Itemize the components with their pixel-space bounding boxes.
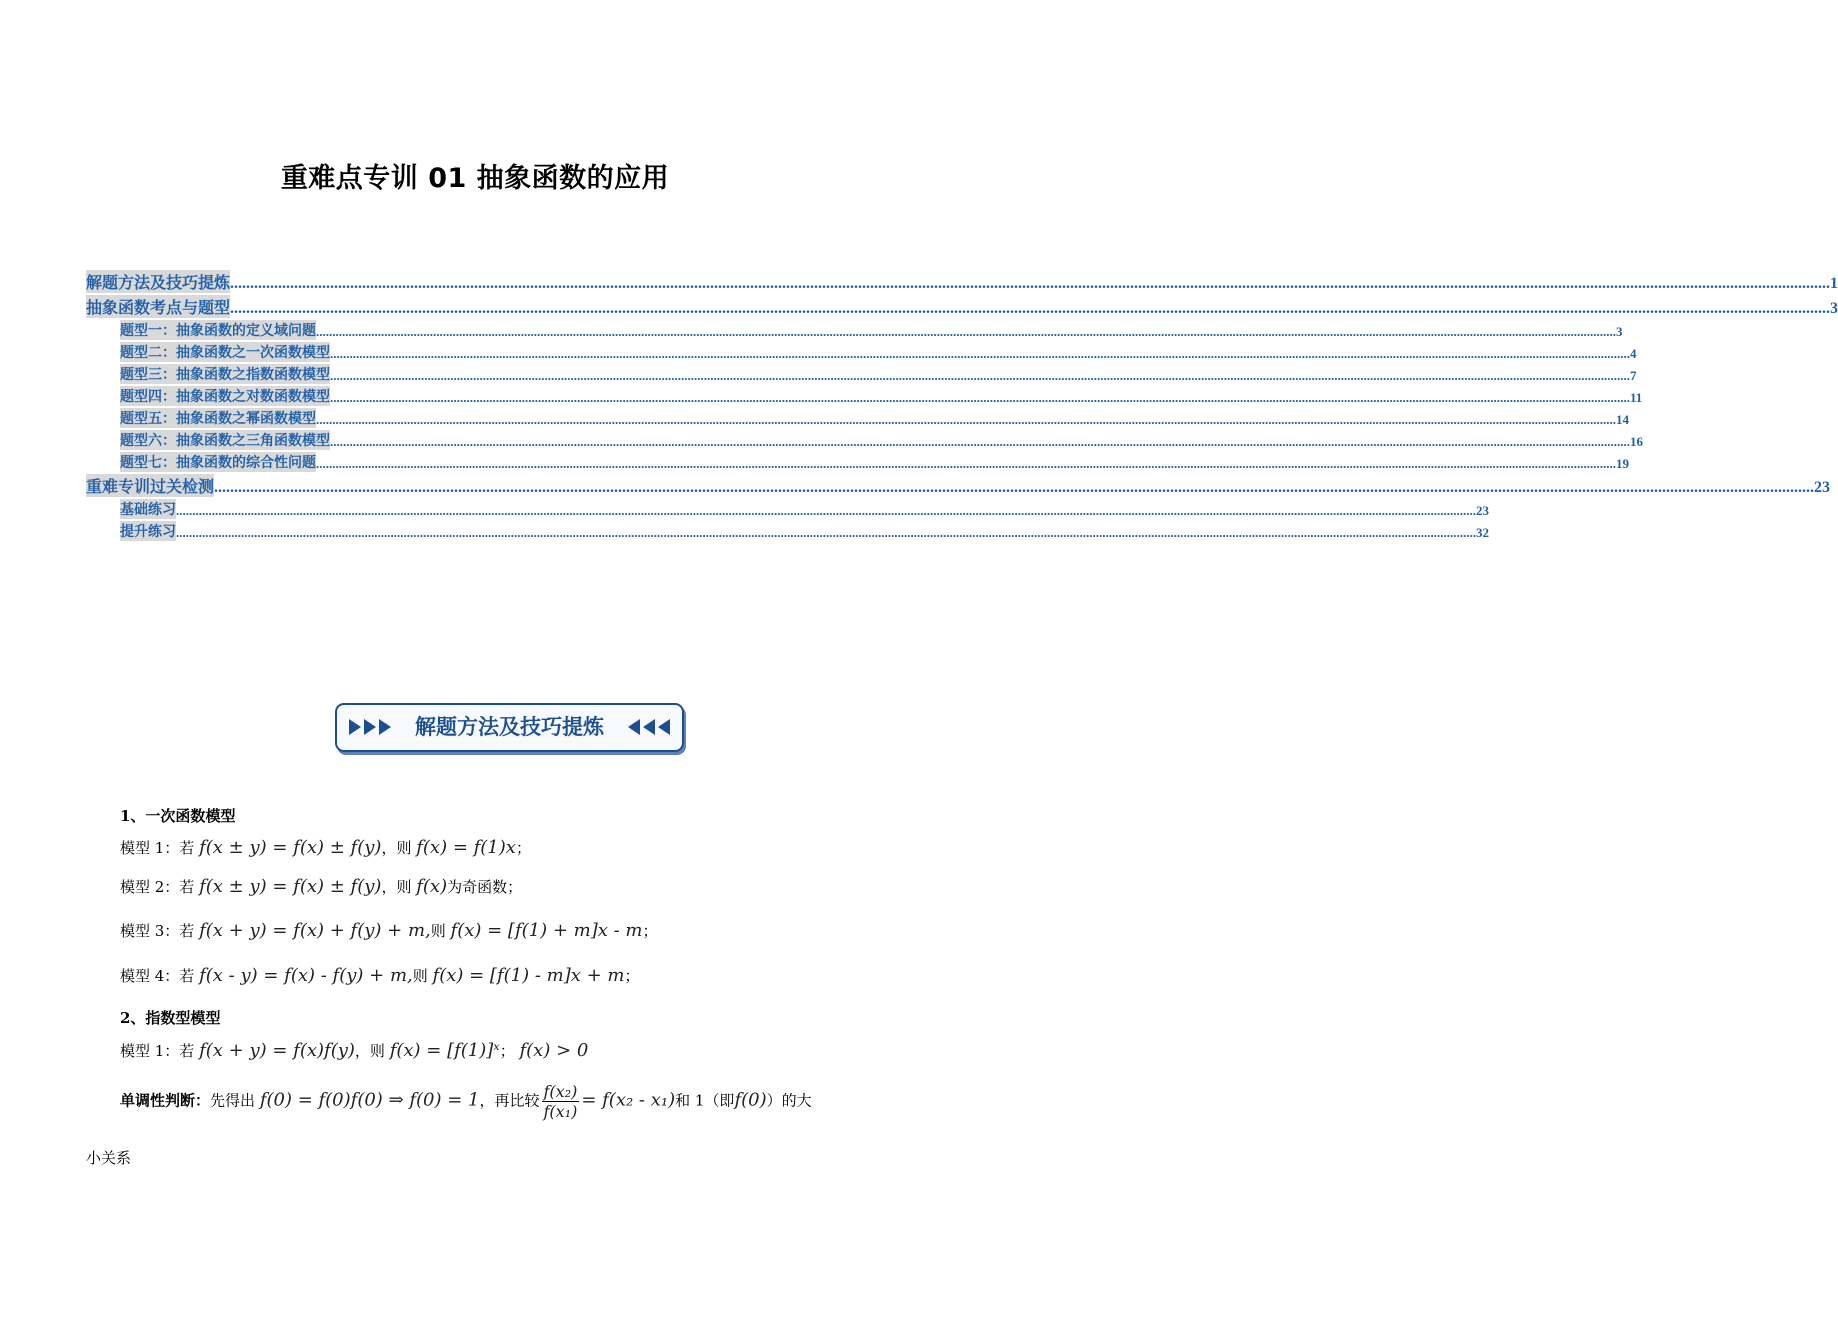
section2-heading: 2、指数型模型	[120, 1009, 221, 1027]
toc-leader-dots: ................................................................................................................................................................................................................................................................................................................................................................................................................	[176, 503, 1476, 518]
table-of-contents	[86, 268, 1838, 541]
triple-arrow-left-icon	[626, 718, 670, 736]
page-title: 重难点专训 01 抽象函数的应用	[280, 163, 670, 194]
line-end: ；	[624, 967, 640, 985]
monotonicity-line	[120, 1082, 812, 1121]
line-end: ；	[515, 839, 531, 857]
fraction-numerator: f(x₂)	[543, 1082, 578, 1101]
formula-result: f(x) = [f(1)]ˣ	[389, 1040, 500, 1061]
toc-leader-dots: ................................................................................................................................................................................................................................................................................................................................................................................................................	[214, 479, 1815, 496]
toc-entry-label[interactable]: 重难专训过关检测	[86, 474, 214, 497]
section-banner	[335, 703, 684, 752]
formula-ratio: = f(x₂ - x₁)	[581, 1089, 676, 1111]
toc-entry-label[interactable]: 题型二：抽象函数之一次函数模型	[120, 342, 330, 362]
mono-text: ，再比较	[479, 1091, 540, 1110]
toc-leader-dots: ................................................................................................................................................................................................................................................................................................................................................................................................................	[316, 324, 1616, 339]
toc-entry[interactable]	[86, 268, 1838, 293]
toc-entry[interactable]	[86, 406, 1629, 428]
formula-result: f(x)	[416, 876, 448, 897]
toc-page-number[interactable]: 3	[1616, 324, 1623, 339]
model-line-2	[120, 876, 522, 897]
toc-entry[interactable]	[86, 519, 1489, 541]
toc-entry[interactable]	[86, 497, 1489, 519]
toc-entry-label[interactable]: 基础练习	[120, 499, 176, 519]
toc-entry-label[interactable]: 题型六：抽象函数之三角函数模型	[120, 430, 330, 450]
banner-label: 解题方法及技巧提炼	[415, 715, 604, 739]
toc-entry[interactable]	[86, 428, 1643, 450]
toc-entry[interactable]	[86, 362, 1637, 384]
model-line-4	[120, 965, 640, 986]
formula-result: f(x) = [f(1) - m]x + m	[432, 965, 625, 986]
toc-page-number[interactable]: 19	[1616, 456, 1629, 471]
separator: ；	[499, 1042, 515, 1060]
toc-entry[interactable]	[86, 318, 1623, 340]
then-text: ，则	[381, 878, 412, 896]
model-line-1	[120, 837, 531, 858]
toc-entry-label[interactable]: 题型五：抽象函数之幂函数模型	[120, 408, 316, 428]
mono-text: ）的大	[766, 1091, 812, 1110]
model-label: 模型 1：若	[120, 1042, 195, 1060]
line-end: 为奇函数；	[447, 878, 523, 896]
section1-heading: 1、一次函数模型	[120, 807, 236, 825]
fraction	[542, 1082, 580, 1121]
toc-page-number[interactable]: 32	[1476, 525, 1489, 540]
model-label: 模型 4：若	[120, 967, 195, 985]
then-text: 则	[412, 967, 428, 985]
then-text: ，则	[354, 1042, 385, 1060]
toc-entry-label[interactable]: 题型四：抽象函数之对数函数模型	[120, 386, 330, 406]
toc-entry-label[interactable]: 提升练习	[120, 521, 176, 541]
formula-condition: f(x + y) = f(x) + f(y) + m,	[199, 920, 431, 941]
toc-entry[interactable]	[86, 472, 1831, 497]
toc-page-number[interactable]: 7	[1630, 368, 1637, 383]
model-label: 模型 2：若	[120, 878, 195, 896]
toc-leader-dots: ................................................................................................................................................................................................................................................................................................................................................................................................................	[330, 368, 1630, 383]
toc-leader-dots: ................................................................................................................................................................................................................................................................................................................................................................................................................	[230, 300, 1831, 317]
toc-leader-dots: ................................................................................................................................................................................................................................................................................................................................................................................................................	[330, 390, 1630, 405]
formula-f0-short: f(0)	[734, 1089, 767, 1111]
mono-label: 单调性判断：	[120, 1091, 211, 1110]
toc-page-number[interactable]: 23	[1814, 479, 1831, 496]
toc-page-number[interactable]: 1	[1830, 275, 1838, 292]
mono-text: 先得出	[210, 1091, 256, 1110]
mono-text: 和 1（即	[675, 1091, 735, 1110]
toc-leader-dots: ................................................................................................................................................................................................................................................................................................................................................................................................................	[330, 346, 1630, 361]
toc-page-number[interactable]: 3	[1830, 300, 1838, 317]
fraction-denominator: f(x₁)	[543, 1102, 578, 1121]
model-label: 模型 1：若	[120, 839, 195, 857]
formula-positive: f(x) > 0	[519, 1040, 589, 1061]
toc-entry-label[interactable]: 解题方法及技巧提炼	[86, 270, 230, 293]
model-label: 模型 3：若	[120, 922, 195, 940]
then-text: ，则	[381, 839, 412, 857]
formula-f0: f(0) = f(0)f(0) ⇒ f(0) = 1	[259, 1089, 480, 1111]
exp-model-line	[120, 1040, 588, 1061]
toc-leader-dots: ................................................................................................................................................................................................................................................................................................................................................................................................................	[316, 456, 1616, 471]
toc-entry-label[interactable]: 题型七：抽象函数的综合性问题	[120, 452, 316, 472]
toc-page-number[interactable]: 16	[1630, 434, 1643, 449]
toc-leader-dots: ................................................................................................................................................................................................................................................................................................................................................................................................................	[316, 412, 1616, 427]
formula-condition: f(x - y) = f(x) - f(y) + m,	[199, 965, 413, 986]
toc-page-number[interactable]: 14	[1616, 412, 1629, 427]
line-end: ；	[642, 922, 658, 940]
toc-leader-dots: ................................................................................................................................................................................................................................................................................................................................................................................................................	[230, 275, 1831, 292]
toc-page-number[interactable]: 11	[1630, 390, 1643, 405]
formula-condition: f(x ± y) = f(x) ± f(y)	[199, 837, 382, 858]
toc-leader-dots: ................................................................................................................................................................................................................................................................................................................................................................................................................	[330, 434, 1630, 449]
toc-page-number[interactable]: 4	[1630, 346, 1637, 361]
toc-entry[interactable]	[86, 450, 1629, 472]
toc-entry[interactable]	[86, 384, 1643, 406]
toc-entry-label[interactable]: 抽象函数考点与题型	[86, 295, 230, 318]
toc-entry-label[interactable]: 题型三：抽象函数之指数函数模型	[120, 364, 330, 384]
toc-entry-label[interactable]: 题型一：抽象函数的定义域问题	[120, 320, 316, 340]
toc-entry[interactable]	[86, 340, 1637, 362]
formula-result: f(x) = f(1)x	[416, 837, 516, 858]
formula-result: f(x) = [f(1) + m]x - m	[450, 920, 643, 941]
formula-condition: f(x + y) = f(x)f(y)	[199, 1040, 355, 1061]
formula-condition: f(x ± y) = f(x) ± f(y)	[199, 876, 382, 897]
model-line-3	[120, 920, 658, 941]
then-text: 则	[430, 922, 446, 940]
toc-page-number[interactable]: 23	[1476, 503, 1489, 518]
toc-entry[interactable]	[86, 293, 1838, 318]
toc-leader-dots: ................................................................................................................................................................................................................................................................................................................................................................................................................	[176, 525, 1476, 540]
monotonicity-tail: 小关系	[86, 1149, 132, 1167]
